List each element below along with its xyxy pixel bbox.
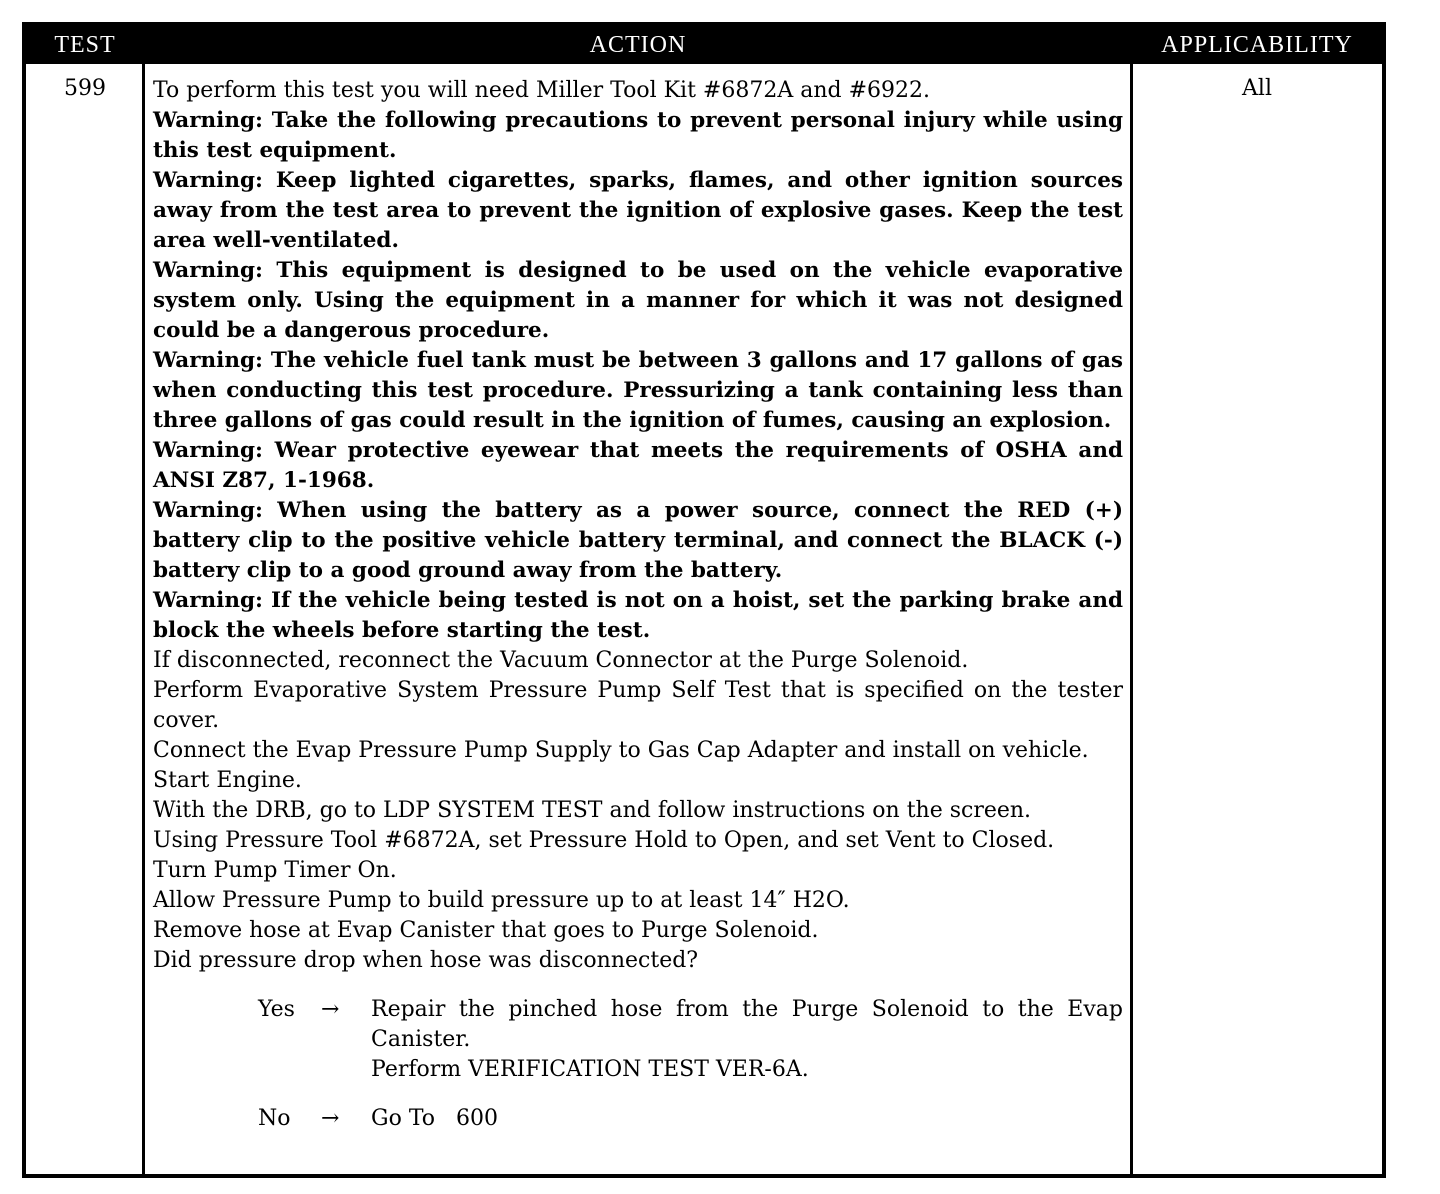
- no-label: No: [258, 1106, 291, 1131]
- action-line: Allow Pressure Pump to build pressure up to at least 14″ H2O.: [153, 888, 850, 913]
- no-goto-text: Go To 600: [371, 1106, 498, 1131]
- action-line: If disconnected, reconnect the Vacuum Connector at the Purge Solenoid.: [153, 648, 969, 673]
- warning-line: Warning: Wear protective eyewear that meets the requirements of OSHA and ANSI Z87, 1-1968.: [153, 438, 1123, 493]
- header-test: TEST: [54, 32, 116, 58]
- header-applicability: APPLICABILITY: [1161, 32, 1353, 58]
- yes-verification-text: Perform VERIFICATION TEST VER-6A.: [371, 1057, 809, 1082]
- yes-action-text: Repair the pinched hose from the Purge Solenoid to the Evap Canister.: [371, 997, 1123, 1052]
- yes-branch: [153, 995, 1123, 1085]
- warning-line: Warning: When using the battery as a power source, connect the RED (+) battery clip to the positive vehicle battery terminal, and connect the BLACK (-) battery clip to a good ground away from the battery.: [153, 498, 1123, 583]
- action-line: Perform Evaporative System Pressure Pump Self Test that is specified on the tester cover.: [153, 678, 1123, 733]
- column-divider-action: [1130, 64, 1133, 1174]
- table-header: [26, 26, 1382, 64]
- action-line: To perform this test you will need Miller Tool Kit #6872A and #6922.: [153, 78, 930, 103]
- action-line: Using Pressure Tool #6872A, set Pressure Hold to Open, and set Vent to Closed.: [153, 828, 1055, 853]
- applicability-value: All: [1242, 76, 1272, 101]
- action-line: Remove hose at Evap Canister that goes to Purge Solenoid.: [153, 918, 819, 943]
- action-cell: [153, 76, 1123, 1134]
- no-branch: [153, 1104, 1123, 1134]
- arrow-right-icon: →: [321, 1106, 340, 1131]
- warning-line: Warning: If the vehicle being tested is not on a hoist, set the parking brake and block the wheels before starting the test.: [153, 588, 1123, 643]
- warning-line: Warning: Take the following precautions to prevent personal injury while using this test equipment.: [153, 108, 1123, 163]
- action-line: Start Engine.: [153, 768, 302, 793]
- arrow-right-icon: →: [321, 997, 340, 1022]
- header-action: ACTION: [589, 32, 687, 58]
- yes-label: Yes: [258, 997, 295, 1022]
- action-line: Connect the Evap Pressure Pump Supply to Gas Cap Adapter and install on vehicle.: [153, 738, 1089, 763]
- diagnostic-test-table: [22, 22, 1386, 1178]
- warning-line: Warning: This equipment is designed to be used on the vehicle evaporative system only. Using the equipment in a manner for which it was not designed could be a dangerous procedure.: [153, 258, 1123, 343]
- warning-line: Warning: The vehicle fuel tank must be between 3 gallons and 17 gallons of gas when conducting this test procedure. Pressurizing a tank containing less than three gallons of gas could result in the ignition of fumes, causing an explosion.: [153, 348, 1123, 433]
- column-divider-test: [142, 64, 145, 1174]
- warning-line: Warning: Keep lighted cigarettes, sparks, flames, and other ignition sources away from the test area to prevent the ignition of explosive gases. Keep the test area well-ventilated.: [153, 168, 1123, 253]
- action-line: With the DRB, go to LDP SYSTEM TEST and follow instructions on the screen.: [153, 798, 1032, 823]
- action-line: Turn Pump Timer On.: [153, 858, 397, 883]
- action-question: Did pressure drop when hose was disconnected?: [153, 948, 699, 973]
- test-number: 599: [64, 76, 106, 101]
